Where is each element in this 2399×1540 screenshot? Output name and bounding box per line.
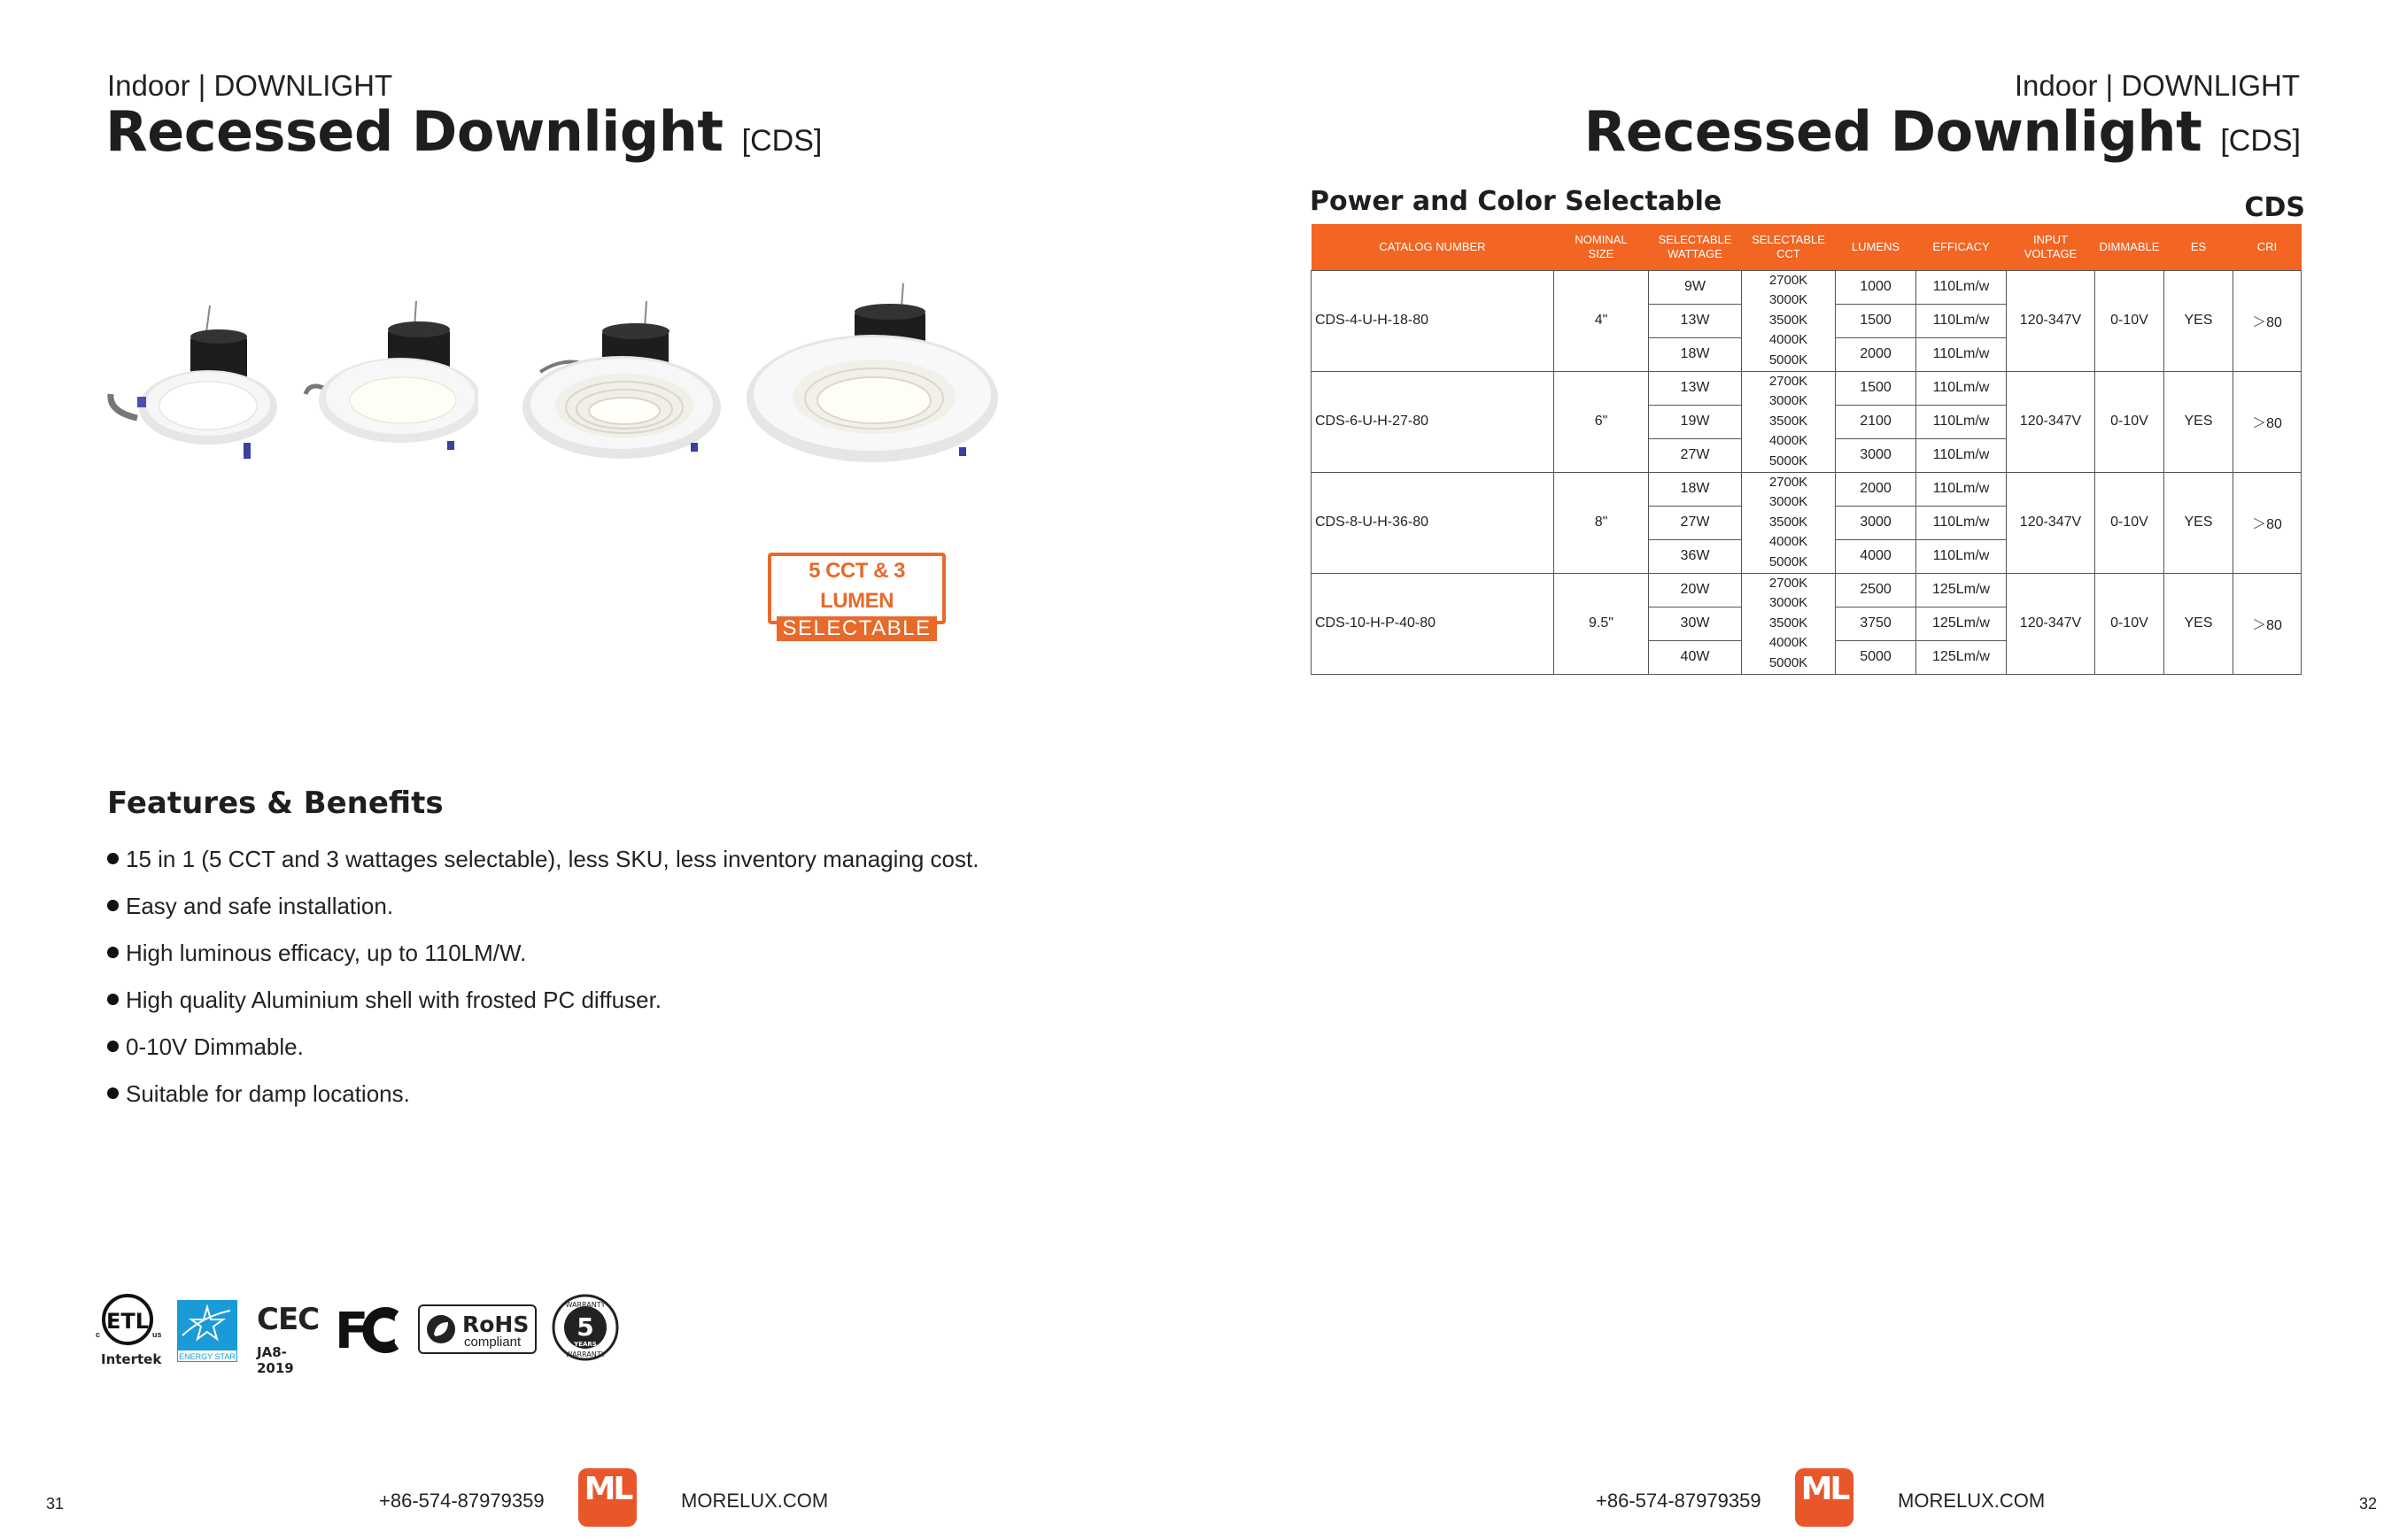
dimmable-cell: 0-10V (2095, 270, 2164, 371)
feature-item: High luminous efficacy, up to 110LM/W. (107, 940, 979, 987)
wattage-cell: 27W (1649, 438, 1742, 472)
wattage-cell: 9W (1649, 270, 1742, 304)
wattage-cell: 18W (1649, 337, 1742, 371)
website-link-right[interactable]: MORELUX.COM (1898, 1490, 2046, 1512)
table-code: CDS (2244, 192, 2305, 223)
title-code: [CDS] (741, 124, 823, 158)
lumens-cell: 3000 (1836, 438, 1916, 472)
voltage-cell: 120-347V (2007, 270, 2095, 371)
efficacy-cell: 125Lm/w (1916, 640, 2007, 674)
catalog-cell: CDS-10-H-P-40-80 (1312, 573, 1554, 674)
wattage-cell: 30W (1649, 607, 1742, 640)
feature-item: Easy and safe installation. (107, 893, 979, 940)
efficacy-cell: 110Lm/w (1916, 304, 2007, 337)
lumens-cell: 2000 (1836, 472, 1916, 506)
feature-item: Suitable for damp locations. (107, 1080, 979, 1127)
header-size: NOMINAL SIZE (1554, 224, 1649, 270)
website-link-left[interactable]: MORELUX.COM (681, 1490, 829, 1512)
efficacy-cell: 125Lm/w (1916, 607, 2007, 640)
lumens-cell: 4000 (1836, 539, 1916, 573)
es-cell: YES (2164, 573, 2233, 674)
voltage-cell: 120-347V (2007, 573, 2095, 674)
cct-cell: 2700K 3000K 3500K 4000K 5000K (1742, 573, 1836, 674)
cct-cell: 2700K 3000K 3500K 4000K 5000K (1742, 371, 1836, 472)
wattage-cell: 27W (1649, 506, 1742, 539)
page-number-right: 32 (2359, 1495, 2378, 1513)
header-lumens: LUMENS (1836, 224, 1916, 270)
es-cell: YES (2164, 270, 2233, 371)
bullet-icon (107, 994, 119, 1005)
title-text: Recessed Downlight (105, 99, 724, 164)
header-efficacy: EFFICACY (1916, 224, 2007, 270)
cct-lumen-selectable-badge (768, 553, 946, 640)
catalog-cell: CDS-6-U-H-27-80 (1312, 371, 1554, 472)
efficacy-cell: 110Lm/w (1916, 371, 2007, 405)
table-row (1312, 472, 2302, 506)
bullet-icon (107, 900, 119, 911)
es-cell: YES (2164, 472, 2233, 573)
table-row (1312, 270, 2302, 304)
table-row (1312, 371, 2302, 405)
title-code: [CDS] (2220, 124, 2301, 158)
rohs-logo: RoHS compliant (418, 1304, 537, 1354)
downlight-6in-image (301, 292, 478, 469)
catalog-cell: CDS-8-U-H-36-80 (1312, 472, 1554, 573)
size-cell: 6" (1554, 371, 1649, 472)
voltage-cell: 120-347V (2007, 472, 2095, 573)
svg-text:FC: FC (335, 1304, 391, 1357)
cri-cell: ＞80 (2233, 472, 2302, 573)
lumens-cell: 5000 (1836, 640, 1916, 674)
catalog-cell: CDS-4-U-H-18-80 (1312, 270, 1554, 371)
bullet-icon (107, 947, 119, 958)
svg-text:YEARS: YEARS (574, 1341, 597, 1348)
size-cell: 8" (1554, 472, 1649, 573)
header-wattage: SELECTABLE WATTAGE (1649, 224, 1742, 270)
cct-cell: 2700K 3000K 3500K 4000K 5000K (1742, 472, 1836, 573)
etl-intertek-logo: ETL c us Intertek (96, 1293, 168, 1369)
features-list (107, 846, 979, 1127)
spec-table (1311, 224, 2302, 675)
downlight-8in-image (514, 283, 726, 469)
lumens-cell: 1000 (1836, 270, 1916, 304)
lumens-cell: 3750 (1836, 607, 1916, 640)
morelux-logo-right: ML (1795, 1468, 1853, 1527)
morelux-logo-left: ML (578, 1468, 637, 1527)
wattage-cell: 13W (1649, 371, 1742, 405)
lumens-cell: 3000 (1836, 506, 1916, 539)
table-row (1312, 573, 2302, 607)
cri-cell: ＞80 (2233, 573, 2302, 674)
cri-cell: ＞80 (2233, 270, 2302, 371)
header-cct: SELECTABLE CCT (1742, 224, 1836, 270)
size-cell: 4" (1554, 270, 1649, 371)
bullet-icon (107, 1087, 119, 1099)
efficacy-cell: 110Lm/w (1916, 405, 2007, 438)
bullet-icon (107, 853, 119, 864)
lumens-cell: 2500 (1836, 573, 1916, 607)
wattage-cell: 20W (1649, 573, 1742, 607)
table-title: Power and Color Selectable (1310, 186, 1722, 217)
downlight-4in-image (102, 292, 279, 469)
dimmable-cell: 0-10V (2095, 371, 2164, 472)
feature-item: High quality Aluminium shell with frosted PC diffuser. (107, 987, 979, 1033)
wattage-cell: 13W (1649, 304, 1742, 337)
phone-number-left: +86-574-87979359 (379, 1490, 545, 1512)
table-header-row (1312, 224, 2302, 270)
badge-line1: 5 CCT & 3 LUMEN (809, 559, 905, 613)
header-cri: CRI (2233, 224, 2302, 270)
lumens-cell: 1500 (1836, 371, 1916, 405)
cec-logo: CEC JA8-2019 (257, 1302, 320, 1376)
header-dimmable: DIMMABLE (2095, 224, 2164, 270)
phone-number-right: +86-574-87979359 (1596, 1490, 1761, 1512)
page-number-left: 31 (46, 1495, 65, 1513)
header-es: ES (2164, 224, 2233, 270)
lumens-cell: 1500 (1836, 304, 1916, 337)
feature-item: 0-10V Dimmable. (107, 1033, 979, 1080)
energy-star-logo: ENERGY STAR (177, 1300, 237, 1362)
wattage-cell: 36W (1649, 539, 1742, 573)
efficacy-cell: 110Lm/w (1916, 472, 2007, 506)
efficacy-cell: 110Lm/w (1916, 506, 2007, 539)
warranty-5-years-logo (551, 1293, 620, 1362)
downlight-9-5in-image (739, 275, 1005, 478)
dimmable-cell: 0-10V (2095, 573, 2164, 674)
size-cell: 9.5" (1554, 573, 1649, 674)
svg-text:WARRANTY: WARRANTY (565, 1301, 606, 1309)
feature-item: 15 in 1 (5 CCT and 3 wattages selectable), less SKU, less inventory managing cost. (107, 846, 979, 893)
lumens-cell: 2000 (1836, 337, 1916, 371)
leaf-icon (425, 1313, 457, 1345)
efficacy-cell: 110Lm/w (1916, 270, 2007, 304)
wattage-cell: 19W (1649, 405, 1742, 438)
svg-text:WARRANTY: WARRANTY (565, 1350, 606, 1358)
es-cell: YES (2164, 371, 2233, 472)
badge-line2: SELECTABLE (777, 616, 937, 641)
efficacy-cell: 110Lm/w (1916, 539, 2007, 573)
efficacy-cell: 125Lm/w (1916, 573, 2007, 607)
voltage-cell: 120-347V (2007, 371, 2095, 472)
fcc-logo (335, 1304, 406, 1357)
dimmable-cell: 0-10V (2095, 472, 2164, 573)
header-voltage: INPUT VOLTAGE (2007, 224, 2095, 270)
title-text: Recessed Downlight (1583, 99, 2202, 164)
header-catalog: CATALOG NUMBER (1312, 224, 1554, 270)
wattage-cell: 40W (1649, 640, 1742, 674)
cri-cell: ＞80 (2233, 371, 2302, 472)
features-title: Features & Benefits (107, 785, 444, 821)
lumens-cell: 2100 (1836, 405, 1916, 438)
wattage-cell: 18W (1649, 472, 1742, 506)
efficacy-cell: 110Lm/w (1916, 337, 2007, 371)
bullet-icon (107, 1041, 119, 1052)
svg-text:5: 5 (577, 1312, 594, 1342)
svg-text:ETL: ETL (105, 1309, 150, 1334)
category-label-right: Indoor | DOWNLIGHT (2014, 69, 2300, 102)
page-title-right (1584, 99, 2301, 164)
category-label-left: Indoor | DOWNLIGHT (107, 69, 393, 102)
efficacy-cell: 110Lm/w (1916, 438, 2007, 472)
page-title-left (105, 99, 822, 164)
cct-cell: 2700K 3000K 3500K 4000K 5000K (1742, 270, 1836, 371)
